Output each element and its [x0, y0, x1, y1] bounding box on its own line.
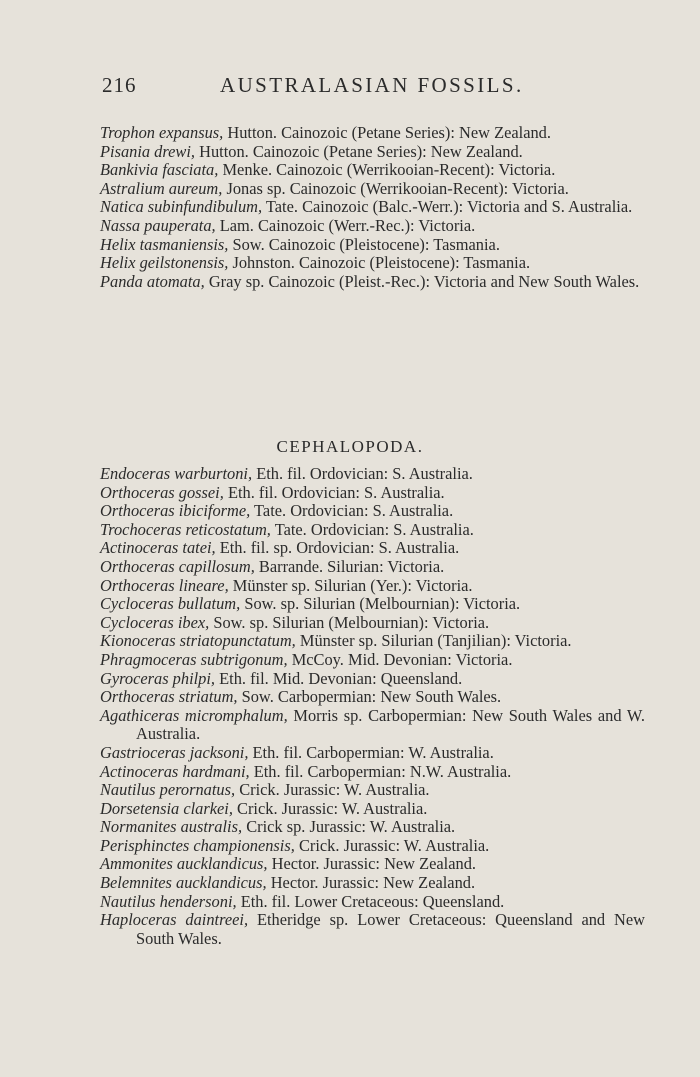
fossil-entry [100, 670, 645, 689]
species-name: Orthoceras lineare, [100, 575, 229, 595]
species-name: Gyroceras philpi, [100, 668, 216, 688]
entry-details: Crick. Jurassic: W. Australia. [239, 780, 430, 800]
entry-details: Hector. Jurassic: New Zealand. [270, 873, 476, 893]
fossil-entry [100, 911, 645, 948]
fossil-entry [100, 198, 645, 217]
entry-details: Tate. Cainozoic (Balc.-Werr.): Victoria and S. Australia. [265, 197, 633, 217]
species-name: Nautilus hendersoni, [100, 891, 237, 911]
species-name: Cycloceras ibex, [100, 612, 210, 632]
entry-details: Sow. Cainozoic (Pleistocene): Tasmania. [232, 234, 500, 254]
entry-details: Tate. Ordovician: S. Australia. [274, 519, 474, 539]
fossil-entry [100, 502, 645, 521]
fossil-entry [100, 143, 645, 162]
cephalopoda-list [100, 465, 645, 948]
fossil-entry [100, 855, 645, 874]
fossil-entry [100, 893, 645, 912]
species-name: Natica subinfundibulum, [100, 197, 263, 217]
species-name: Haploceras daintreei, [100, 910, 249, 930]
page-header [102, 73, 642, 103]
fossil-entry [100, 688, 645, 707]
entry-details: Menke. Cainozoic (Werrikooian-Recent): Victoria. [222, 160, 556, 180]
entry-details: Crick. Jurassic: W. Australia. [237, 798, 428, 818]
entry-details: Tate. Ordovician: S. Australia. [254, 501, 454, 521]
fossil-entry [100, 161, 645, 180]
fossil-entry [100, 484, 645, 503]
fossil-entry [100, 465, 645, 484]
entry-details: Hutton. Cainozoic (Petane Series): New Zealand. [199, 141, 523, 161]
entry-details: Sow. sp. Silurian (Melbournian): Victoria. [244, 594, 521, 614]
species-name: Nassa pauperata, [100, 215, 216, 235]
species-name: Orthoceras capillosum, [100, 556, 255, 576]
species-name: Trochoceras reticostatum, [100, 519, 271, 539]
fossil-entry [100, 539, 645, 558]
entry-details: Sow. sp. Silurian (Melbournian): Victoria. [213, 612, 490, 632]
entry-details: Hutton. Cainozoic (Petane Series): New Zealand. [227, 123, 551, 142]
entry-details: Johnston. Cainozoic (Pleistocene): Tasmania. [232, 253, 531, 273]
species-name: Trophon expansus, [100, 123, 224, 142]
entry-details: Crick sp. Jurassic: W. Australia. [246, 817, 456, 837]
running-title: AUSTRALASIAN FOSSILS. [220, 73, 524, 97]
species-name: Orthoceras striatum, [100, 687, 238, 707]
species-name: Actinoceras hardmani, [100, 761, 250, 781]
entry-details: Morris sp. Carbopermian: New South Wales and W. Australia. [136, 705, 645, 744]
entry-details: McCoy. Mid. Devonian: Victoria. [291, 649, 513, 669]
species-name: Astralium aureum, [100, 178, 223, 198]
fossil-entry [100, 874, 645, 893]
species-name: Normanites australis, [100, 817, 243, 837]
fossil-entry [100, 558, 645, 577]
entry-details: Lam. Cainozoic (Werr.-Rec.): Victoria. [219, 215, 476, 235]
gastropoda-list [100, 124, 645, 291]
species-name: Pisania drewi, [100, 141, 196, 161]
fossil-entry [100, 124, 645, 143]
fossil-entry [100, 632, 645, 651]
species-name: Cycloceras bullatum, [100, 594, 241, 614]
species-name: Gastrioceras jacksoni, [100, 742, 249, 762]
page-number: 216 [102, 73, 137, 97]
species-name: Helix tasmaniensis, [100, 234, 229, 254]
species-name: Orthoceras gossei, [100, 482, 224, 502]
species-name: Bankivia fasciata, [100, 160, 219, 180]
species-name: Perisphinctes championensis, [100, 835, 295, 855]
entry-details: Eth. fil. Lower Cretaceous: Queensland. [240, 891, 505, 911]
species-name: Ammonites aucklandicus, [100, 854, 268, 874]
fossil-entry [100, 217, 645, 236]
species-name: Belemnites aucklandicus, [100, 873, 267, 893]
entry-details: Etheridge sp. Lower Cretaceous: Queensland and New South Wales. [136, 910, 645, 948]
entry-details: Münster sp. Silurian (Tanjilian): Victoria. [299, 631, 572, 651]
entry-details: Münster sp. Silurian (Yer.): Victoria. [232, 575, 473, 595]
fossil-entry [100, 577, 645, 596]
fossil-entry [100, 180, 645, 199]
fossil-entry [100, 707, 645, 744]
entry-details: Jonas sp. Cainozoic (Werrikooian-Recent): Victoria. [226, 178, 569, 198]
species-name: Orthoceras ibiciforme, [100, 501, 251, 521]
species-name: Dorsetensia clarkei, [100, 798, 233, 818]
entry-details: Hector. Jurassic: New Zealand. [271, 854, 476, 874]
fossil-entry [100, 763, 645, 782]
species-name: Panda atomata, [100, 271, 205, 291]
fossil-entry [100, 614, 645, 633]
species-name: Agathiceras micromphalum, [100, 705, 288, 725]
species-name: Endoceras warburtoni, [100, 464, 253, 483]
entry-details: Gray sp. Cainozoic (Pleist.-Rec.): Victoria and New South Wales. [208, 271, 640, 291]
fossil-entry [100, 651, 645, 670]
entry-details: Eth. fil. sp. Ordovician: S. Australia. [219, 538, 460, 558]
fossil-entry [100, 818, 645, 837]
fossil-entry [100, 521, 645, 540]
entry-details: Sow. Carbopermian: New South Wales. [241, 687, 502, 707]
fossil-entry [100, 744, 645, 763]
entry-details: Crick. Jurassic: W. Australia. [298, 835, 490, 855]
fossil-entry [100, 254, 645, 273]
entry-details: Eth. fil. Ordovician: S. Australia. [227, 482, 445, 502]
species-name: Actinoceras tatei, [100, 538, 216, 558]
fossil-entry [100, 800, 645, 819]
fossil-entry [100, 781, 645, 800]
fossil-entry [100, 273, 645, 292]
species-name: Helix geilstonensis, [100, 253, 229, 273]
species-name: Kionoceras striatopunctatum, [100, 631, 296, 651]
section-heading: CEPHALOPODA. [276, 437, 424, 456]
entry-details: Eth. fil. Carbopermian: W. Australia. [252, 742, 494, 762]
species-name: Phragmoceras subtrigonum, [100, 649, 288, 669]
fossil-entry [100, 236, 645, 255]
entry-details: Barrande. Silurian: Victoria. [258, 556, 445, 576]
entry-details: Eth. fil. Ordovician: S. Australia. [256, 464, 473, 483]
species-name: Nautilus perornatus, [100, 780, 236, 800]
entry-details: Eth. fil. Mid. Devonian: Queensland. [219, 668, 463, 688]
fossil-entry [100, 837, 645, 856]
entry-details: Eth. fil. Carbopermian: N.W. Australia. [253, 761, 512, 781]
fossil-entry [100, 595, 645, 614]
